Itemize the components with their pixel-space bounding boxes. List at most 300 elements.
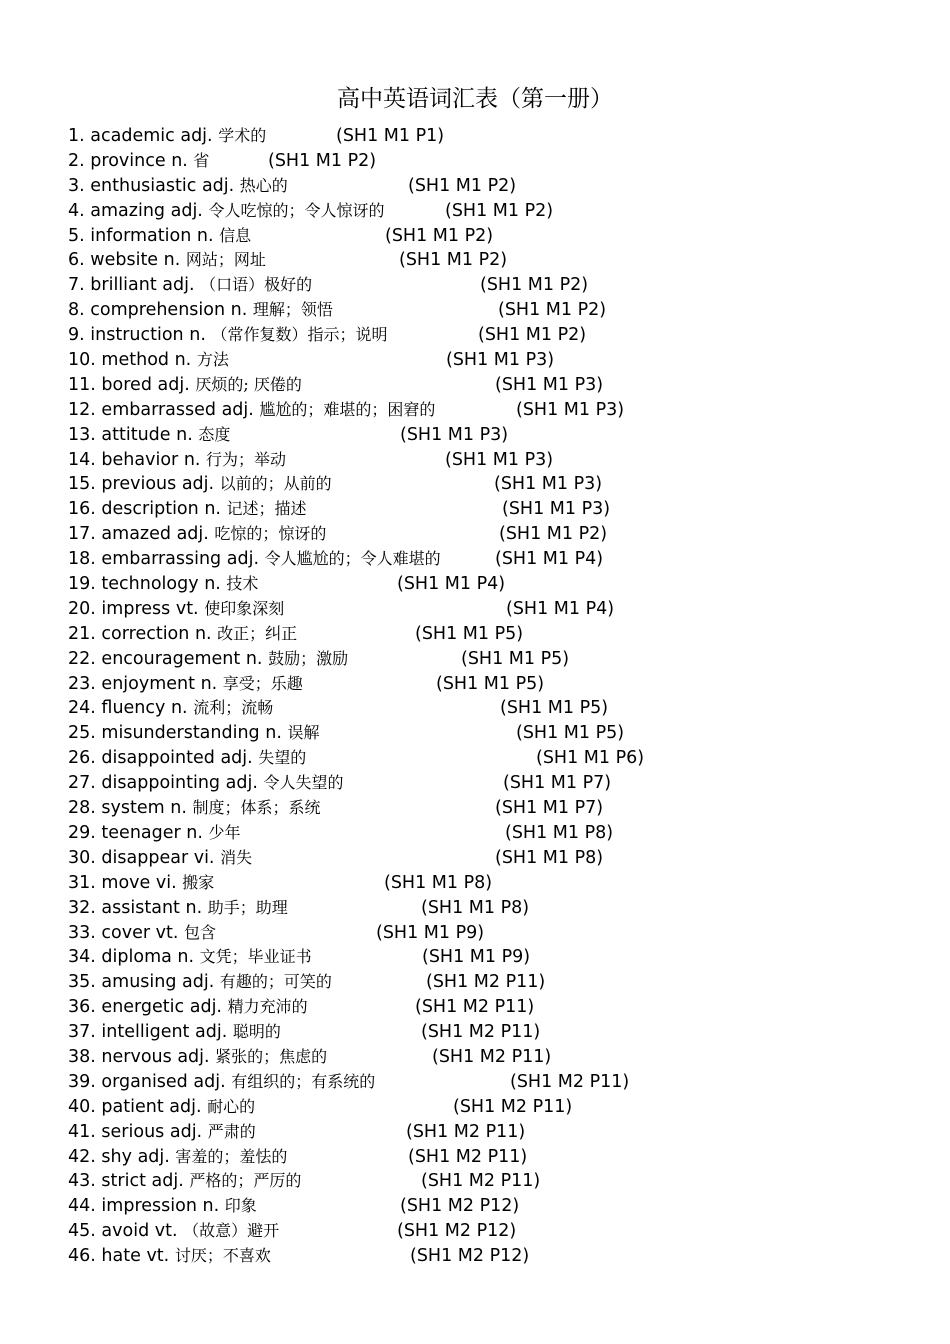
- entry-text: [68, 248, 266, 273]
- vocab-entry: [68, 149, 928, 174]
- entry-part-of-speech: adj.: [170, 200, 203, 221]
- entry-text: [68, 721, 320, 746]
- entry-word: brilliant: [90, 275, 157, 296]
- entry-reference: (SH1 M2 P12): [410, 1246, 530, 1267]
- entry-reference: (SH1 M1 P2): [478, 325, 587, 346]
- entry-text: [68, 174, 288, 199]
- entry-part-of-speech: n.: [194, 623, 212, 644]
- entry-reference: (SH1 M2 P11): [421, 1171, 541, 1192]
- entry-word: impress: [101, 598, 171, 619]
- vocab-entry: [68, 995, 928, 1020]
- entry-word: nervous: [101, 1046, 172, 1067]
- entry-reference: (SH1 M2 P12): [397, 1221, 517, 1242]
- entry-reference: (SH1 M1 P2): [480, 275, 589, 296]
- entry-word: correction: [101, 623, 190, 644]
- entry-word: enthusiastic: [90, 175, 197, 196]
- entry-meaning: 态度: [198, 424, 231, 444]
- entry-part-of-speech: n.: [186, 822, 203, 843]
- entry-word: information: [90, 225, 192, 246]
- entry-number: 27.: [68, 773, 96, 794]
- entry-meaning: 令人吃惊的；令人惊讶的: [208, 200, 385, 220]
- entry-reference: (SH1 M1 P2): [385, 225, 494, 246]
- vocab-entry: [68, 298, 928, 323]
- entry-number: 9.: [68, 325, 85, 346]
- entry-meaning: 有趣的；可笑的: [219, 972, 332, 992]
- vocab-entry: [68, 846, 928, 871]
- entry-reference: (SH1 M1 P8): [505, 822, 614, 843]
- entry-reference: (SH1 M1 P2): [399, 250, 508, 271]
- vocab-entry: [68, 647, 928, 672]
- entry-meaning: 尴尬的；难堪的；困窘的: [259, 399, 436, 419]
- entry-number: 35.: [68, 972, 96, 993]
- entry-word: embarrassing: [101, 549, 222, 570]
- vocab-entry: [68, 174, 928, 199]
- vocab-entry: [68, 1020, 928, 1045]
- vocab-entry: [68, 1120, 928, 1145]
- entry-text: [68, 746, 306, 771]
- entry-meaning: 严格的；严厉的: [189, 1171, 302, 1191]
- entry-number: 33.: [68, 922, 96, 943]
- entry-reference: (SH1 M1 P3): [502, 499, 611, 520]
- vocab-entry: [68, 672, 928, 697]
- entry-number: 34.: [68, 947, 96, 968]
- entry-meaning: 消失: [220, 847, 253, 867]
- entry-text: [68, 199, 384, 224]
- entry-text: [68, 323, 387, 348]
- vocab-entry: [68, 273, 928, 298]
- entry-meaning: 吃惊的；惊讶的: [214, 524, 327, 544]
- entry-number: 40.: [68, 1096, 96, 1117]
- entry-meaning: 学术的: [218, 126, 267, 145]
- entry-word: instruction: [90, 325, 184, 346]
- entry-meaning: 行为；举动: [206, 449, 287, 469]
- vocab-entry: [68, 423, 928, 448]
- entry-part-of-speech: adj.: [180, 126, 213, 146]
- entry-reference: (SH1 M1 P8): [384, 872, 493, 893]
- entry-reference: (SH1 M1 P5): [436, 673, 545, 694]
- entry-number: 31.: [68, 872, 96, 893]
- vocab-entry: [68, 871, 928, 896]
- entry-text: [68, 1145, 287, 1170]
- vocab-entry: [68, 1145, 928, 1170]
- entry-text: [68, 149, 209, 174]
- entry-reference: (SH1 M1 P1): [336, 126, 445, 146]
- entry-text: [68, 970, 332, 995]
- entry-number: 29.: [68, 822, 96, 843]
- entry-reference: (SH1 M1 P6): [536, 748, 645, 769]
- entry-reference: (SH1 M1 P3): [494, 474, 603, 495]
- entry-number: 19.: [68, 574, 96, 595]
- entry-meaning: 耐心的: [207, 1096, 256, 1116]
- entry-part-of-speech: n.: [177, 947, 195, 968]
- entry-text: [68, 298, 333, 323]
- entry-number: 39.: [68, 1071, 96, 1092]
- entry-part-of-speech: n.: [174, 350, 192, 371]
- vocab-entry: [68, 771, 928, 796]
- entry-number: 36.: [68, 997, 96, 1018]
- entry-part-of-speech: n.: [170, 698, 188, 719]
- entry-text: [68, 1020, 281, 1045]
- entry-text: [68, 1045, 327, 1070]
- entry-part-of-speech: adj.: [181, 474, 215, 495]
- entry-text: [68, 896, 288, 921]
- entry-meaning: 令人尴尬的；令人难堪的: [264, 549, 441, 569]
- entry-part-of-speech: adj.: [137, 1146, 170, 1167]
- entry-text: [68, 448, 286, 473]
- entry-reference: (SH1 M1 P9): [422, 947, 531, 968]
- entry-meaning: （常作复数）指示；说明: [211, 325, 388, 345]
- entry-number: 42.: [68, 1146, 96, 1167]
- entry-reference: (SH1 M2 P11): [432, 1046, 552, 1067]
- entry-part-of-speech: vi.: [193, 847, 215, 868]
- entry-part-of-speech: vt.: [155, 922, 179, 943]
- entry-reference: (SH1 M1 P4): [506, 598, 615, 619]
- entry-text: [68, 1095, 255, 1120]
- entry-word: misunderstanding: [101, 723, 260, 744]
- vocab-entry: [68, 970, 928, 995]
- entry-reference: (SH1 M1 P3): [400, 424, 509, 445]
- entry-text: [68, 497, 307, 522]
- vocab-entry: [68, 1169, 928, 1194]
- entry-number: 16.: [68, 499, 96, 520]
- entry-number: 26.: [68, 748, 96, 769]
- entry-part-of-speech: vi.: [155, 872, 177, 893]
- entry-number: 1.: [68, 126, 85, 146]
- entry-word: previous: [101, 474, 177, 495]
- entry-meaning: 助手；助理: [207, 897, 288, 917]
- entry-meaning: 使印象深刻: [204, 598, 285, 618]
- entry-number: 32.: [68, 897, 96, 918]
- vocab-entry: [68, 522, 928, 547]
- vocab-entry: [68, 1219, 928, 1244]
- entry-part-of-speech: n.: [185, 897, 203, 918]
- entry-reference: (SH1 M1 P2): [498, 300, 607, 321]
- entry-number: 25.: [68, 723, 96, 744]
- entry-word: fluency: [101, 698, 166, 719]
- entry-meaning: 信息: [219, 225, 252, 245]
- entry-word: encouragement: [101, 648, 241, 669]
- entry-word: hate: [101, 1246, 141, 1267]
- entry-word: energetic: [101, 997, 185, 1018]
- entry-meaning: （口语）极好的: [200, 275, 313, 295]
- entry-meaning: 少年: [208, 822, 241, 842]
- entry-number: 10.: [68, 350, 96, 371]
- entry-word: assistant: [101, 897, 180, 918]
- entry-meaning: 享受；乐趣: [222, 673, 303, 693]
- entry-part-of-speech: vt.: [175, 598, 199, 619]
- entry-number: 12.: [68, 399, 96, 420]
- entry-text: [68, 348, 229, 373]
- entry-part-of-speech: n.: [204, 499, 221, 520]
- vocab-entry: [68, 896, 928, 921]
- entry-word: disappointed: [101, 748, 215, 769]
- entry-reference: (SH1 M2 P11): [408, 1146, 528, 1167]
- entry-reference: (SH1 M1 P2): [445, 200, 554, 221]
- entry-text: [68, 1244, 271, 1269]
- entry-number: 5.: [68, 225, 85, 246]
- entry-meaning: 网站；网址: [185, 250, 266, 270]
- vocab-entry: [68, 796, 928, 821]
- vocab-entry: [68, 547, 928, 572]
- entry-meaning: 失望的: [258, 748, 307, 768]
- entry-meaning: 记述；描述: [226, 499, 307, 519]
- entry-part-of-speech: n.: [183, 449, 201, 470]
- entry-word: strict: [101, 1171, 146, 1192]
- entry-meaning: 搬家: [182, 872, 215, 892]
- entry-reference: (SH1 M1 P3): [516, 399, 625, 420]
- entry-text: [68, 1194, 257, 1219]
- vocab-entry: [68, 945, 928, 970]
- entry-part-of-speech: n.: [200, 673, 218, 694]
- entry-number: 11.: [68, 374, 96, 395]
- entry-meaning: 方法: [196, 350, 229, 370]
- entry-word: bored: [101, 374, 152, 395]
- entry-part-of-speech: n.: [189, 325, 206, 346]
- vocab-entry: [68, 821, 928, 846]
- entry-part-of-speech: adj.: [201, 175, 235, 196]
- entry-word: system: [101, 798, 165, 819]
- entry-part-of-speech: n.: [176, 424, 193, 445]
- entry-number: 24.: [68, 698, 96, 719]
- entry-text: [68, 472, 332, 497]
- entry-part-of-speech: n.: [245, 648, 263, 669]
- entry-text: [68, 1219, 279, 1244]
- vocab-entry: [68, 1095, 928, 1120]
- entry-meaning: 严肃的: [207, 1121, 256, 1141]
- entry-number: 44.: [68, 1196, 96, 1217]
- entry-reference: (SH1 M1 P8): [421, 897, 530, 918]
- entry-word: website: [90, 250, 159, 271]
- entry-reference: (SH1 M1 P5): [500, 698, 609, 719]
- entry-part-of-speech: vt.: [154, 1221, 178, 1242]
- entry-text: [68, 672, 303, 697]
- entry-reference: (SH1 M1 P5): [461, 648, 570, 669]
- entry-number: 18.: [68, 549, 96, 570]
- entry-meaning: 技术: [226, 574, 259, 594]
- entry-text: [68, 1120, 256, 1145]
- entry-reference: (SH1 M2 P11): [406, 1121, 526, 1142]
- entry-word: shy: [101, 1146, 132, 1167]
- entry-reference: (SH1 M2 P11): [426, 972, 546, 993]
- entry-number: 46.: [68, 1246, 96, 1267]
- entry-text: [68, 921, 216, 946]
- entry-part-of-speech: adj.: [221, 399, 254, 420]
- entry-part-of-speech: n.: [204, 574, 221, 595]
- entry-number: 41.: [68, 1121, 96, 1142]
- entry-number: 22.: [68, 648, 96, 669]
- entry-meaning: 改正；纠正: [217, 623, 298, 643]
- entry-reference: (SH1 M1 P2): [268, 150, 377, 171]
- entry-part-of-speech: n.: [170, 798, 187, 819]
- entry-number: 43.: [68, 1171, 96, 1192]
- entry-number: 45.: [68, 1221, 96, 1242]
- entry-reference: (SH1 M2 P11): [421, 1022, 541, 1043]
- entry-number: 7.: [68, 275, 85, 296]
- entry-part-of-speech: adj.: [189, 997, 222, 1018]
- entry-word: amazing: [90, 200, 166, 221]
- entry-text: [68, 572, 258, 597]
- entry-part-of-speech: adj.: [177, 1046, 210, 1067]
- vocab-entry: [68, 746, 928, 771]
- entry-word: disappointing: [101, 773, 221, 794]
- entry-reference: (SH1 M1 P4): [495, 549, 604, 570]
- entry-text: [68, 821, 241, 846]
- entry-meaning: （故意）避开: [183, 1221, 280, 1241]
- vocab-entry: [68, 348, 928, 373]
- entry-meaning: 省: [193, 150, 210, 170]
- vocab-entry: [68, 199, 928, 224]
- vocab-entry: [68, 696, 928, 721]
- entry-number: 13.: [68, 424, 96, 445]
- entry-number: 3.: [68, 175, 85, 196]
- entry-number: 2.: [68, 150, 85, 171]
- entry-text: [68, 846, 252, 871]
- entry-part-of-speech: adj.: [220, 748, 253, 769]
- entry-part-of-speech: vt.: [146, 1246, 170, 1267]
- entry-word: enjoyment: [101, 673, 195, 694]
- entry-word: cover: [101, 922, 151, 943]
- entry-meaning: 热心的: [239, 175, 288, 195]
- entry-text: [68, 398, 435, 423]
- entry-text: [68, 771, 343, 796]
- entry-reference: (SH1 M1 P2): [499, 524, 608, 545]
- entry-word: organised: [101, 1071, 188, 1092]
- entry-number: 8.: [68, 300, 85, 321]
- entry-part-of-speech: adj.: [169, 1096, 202, 1117]
- entry-number: 30.: [68, 847, 96, 868]
- entry-number: 23.: [68, 673, 96, 694]
- entry-part-of-speech: n.: [196, 225, 214, 246]
- entry-meaning: 鼓励；激励: [268, 648, 349, 668]
- entry-part-of-speech: n.: [163, 250, 181, 271]
- entry-word: behavior: [101, 449, 179, 470]
- vocab-entry: [68, 721, 928, 746]
- entry-reference: (SH1 M1 P7): [495, 798, 604, 819]
- entry-reference: (SH1 M1 P3): [446, 350, 555, 371]
- vocab-entry: [68, 597, 928, 622]
- vocab-entry: [68, 448, 928, 473]
- entry-word: patient: [101, 1096, 164, 1117]
- entry-meaning: 制度；体系；系统: [192, 798, 321, 818]
- entry-meaning: 有组织的；有系统的: [231, 1071, 376, 1091]
- entry-reference: (SH1 M2 P11): [510, 1071, 630, 1092]
- entry-meaning: 聪明的: [232, 1022, 281, 1042]
- entry-number: 21.: [68, 623, 96, 644]
- entry-reference: (SH1 M2 P12): [400, 1196, 520, 1217]
- entry-text: [68, 1070, 375, 1095]
- entry-text: [68, 597, 284, 622]
- entry-part-of-speech: adj.: [193, 1071, 226, 1092]
- vocab-entry: [68, 1045, 928, 1070]
- entry-meaning: 理解；领悟: [252, 300, 333, 320]
- entry-meaning: 印象: [224, 1196, 257, 1216]
- entry-part-of-speech: adj.: [195, 1022, 228, 1043]
- entry-reference: (SH1 M1 P9): [376, 922, 485, 943]
- entry-meaning: 流利；流畅: [193, 698, 274, 718]
- entry-number: 28.: [68, 798, 96, 819]
- entry-text: [68, 995, 308, 1020]
- vocab-entry: [68, 572, 928, 597]
- entry-number: 4.: [68, 200, 85, 221]
- vocab-entry: [68, 622, 928, 647]
- entry-meaning: 误解: [287, 723, 320, 743]
- entry-part-of-speech: n.: [265, 723, 282, 744]
- entry-text: [68, 124, 266, 149]
- entry-word: move: [101, 872, 151, 893]
- entry-number: 20.: [68, 598, 96, 619]
- entry-part-of-speech: adj.: [162, 275, 195, 296]
- entry-part-of-speech: adj.: [176, 524, 209, 545]
- entry-number: 14.: [68, 449, 96, 470]
- entry-meaning: 令人失望的: [263, 773, 344, 793]
- entry-word: teenager: [101, 822, 181, 843]
- entry-word: method: [101, 350, 170, 371]
- entry-text: [68, 796, 321, 821]
- entry-text: [68, 373, 302, 398]
- vocab-entry: [68, 224, 928, 249]
- vocab-entry: [68, 373, 928, 398]
- vocab-entry: [68, 1244, 928, 1269]
- vocab-entry: [68, 1194, 928, 1219]
- vocab-entry: [68, 248, 928, 273]
- entry-meaning: 以前的；从前的: [219, 474, 332, 494]
- entry-part-of-speech: adj.: [226, 549, 260, 570]
- entry-meaning: 厌烦的; 厌倦的: [195, 374, 302, 394]
- entry-word: attitude: [101, 424, 171, 445]
- entry-word: intelligent: [101, 1022, 190, 1043]
- entry-part-of-speech: adj.: [169, 1121, 203, 1142]
- entry-word: diploma: [101, 947, 172, 968]
- vocab-entry: [68, 1070, 928, 1095]
- entry-text: [68, 547, 441, 572]
- entry-number: 15.: [68, 474, 96, 495]
- vocab-entry: [68, 472, 928, 497]
- vocab-entry: [68, 497, 928, 522]
- entry-part-of-speech: n.: [202, 1196, 220, 1217]
- entry-part-of-speech: adj.: [182, 972, 215, 993]
- entry-word: serious: [101, 1121, 165, 1142]
- entry-reference: (SH1 M2 P11): [453, 1096, 573, 1117]
- entry-text: [68, 423, 230, 448]
- entry-meaning: 文凭；毕业证书: [199, 947, 312, 967]
- entry-text: [68, 1169, 301, 1194]
- entry-part-of-speech: adj.: [151, 1171, 184, 1192]
- entry-reference: (SH1 M1 P2): [408, 175, 517, 196]
- entry-word: impression: [101, 1196, 197, 1217]
- entry-word: amusing: [101, 972, 177, 993]
- entry-reference: (SH1 M1 P5): [516, 723, 625, 744]
- entry-text: [68, 647, 348, 672]
- entry-part-of-speech: adj.: [225, 773, 258, 794]
- vocab-entry: [68, 323, 928, 348]
- vocab-entry: [68, 398, 928, 423]
- entry-text: [68, 871, 214, 896]
- vocab-entry: [68, 124, 928, 149]
- entry-reference: (SH1 M1 P3): [445, 449, 554, 470]
- entry-reference: (SH1 M1 P7): [503, 773, 612, 794]
- entry-word: disappear: [101, 847, 189, 868]
- entry-number: 17.: [68, 524, 96, 545]
- entry-word: avoid: [101, 1221, 150, 1242]
- entry-meaning: 包含: [184, 922, 217, 942]
- entry-number: 37.: [68, 1022, 96, 1043]
- entry-text: [68, 224, 251, 249]
- entry-text: [68, 696, 273, 721]
- page-title: 高中英语词汇表（第一册）: [337, 86, 613, 112]
- entry-meaning: 紧张的；焦虑的: [215, 1046, 328, 1066]
- entry-number: 6.: [68, 250, 85, 271]
- entry-word: description: [101, 499, 199, 520]
